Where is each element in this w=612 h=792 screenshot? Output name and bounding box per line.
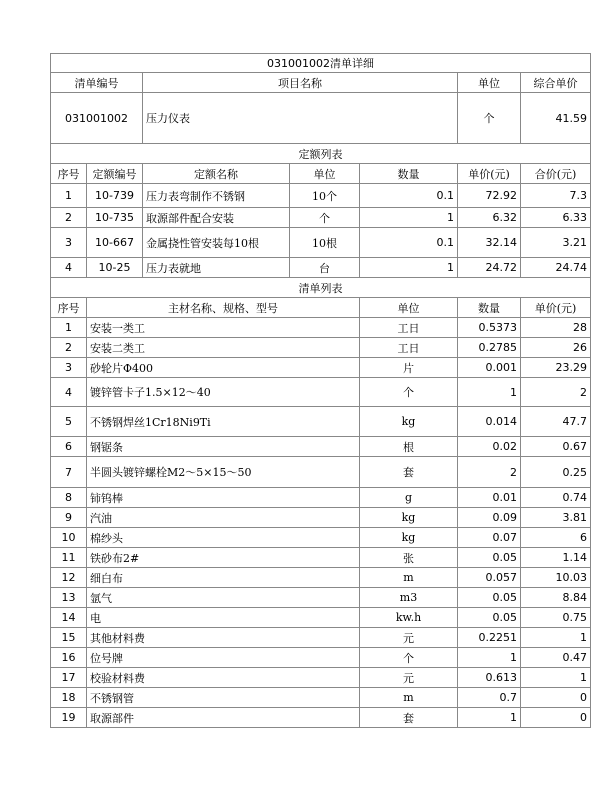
quota-col-code: 定额编号	[87, 164, 143, 184]
material-row	[51, 688, 591, 708]
material-no: 11	[51, 548, 87, 568]
material-qty: 0.2251	[458, 628, 521, 648]
material-qty: 0.02	[458, 437, 521, 457]
material-qty: 2	[458, 457, 521, 488]
material-name: 校验材料费	[87, 668, 360, 688]
quota-col-no: 序号	[51, 164, 87, 184]
material-unit: g	[360, 488, 458, 508]
quota-name: 取源部件配合安装	[143, 208, 290, 228]
material-price: 2	[521, 378, 591, 407]
quota-col-price: 单价(元)	[458, 164, 521, 184]
header-unit: 单位	[458, 73, 521, 93]
quota-row	[51, 228, 591, 258]
material-no: 19	[51, 708, 87, 728]
material-price: 0.25	[521, 457, 591, 488]
material-unit: 元	[360, 668, 458, 688]
material-no: 17	[51, 668, 87, 688]
material-price: 0.74	[521, 488, 591, 508]
material-name: 棉纱头	[87, 528, 360, 548]
material-qty: 0.2785	[458, 338, 521, 358]
quota-price: 6.32	[458, 208, 521, 228]
material-price: 23.29	[521, 358, 591, 378]
material-name: 钢锯条	[87, 437, 360, 457]
quota-col-total: 合价(元)	[521, 164, 591, 184]
quota-col-unit: 单位	[290, 164, 360, 184]
quota-price: 24.72	[458, 258, 521, 278]
item-price: 41.59	[521, 93, 591, 144]
quota-row	[51, 258, 591, 278]
material-name: 汽油	[87, 508, 360, 528]
material-row	[51, 407, 591, 437]
quota-total: 24.74	[521, 258, 591, 278]
material-unit: m3	[360, 588, 458, 608]
quota-row	[51, 184, 591, 208]
material-no: 8	[51, 488, 87, 508]
material-row	[51, 488, 591, 508]
materials-col-unit: 单位	[360, 298, 458, 318]
material-name: 安装一类工	[87, 318, 360, 338]
quota-qty: 1	[360, 208, 458, 228]
quota-unit: 10根	[290, 228, 360, 258]
material-unit: 套	[360, 708, 458, 728]
material-price: 8.84	[521, 588, 591, 608]
quota-qty: 0.1	[360, 184, 458, 208]
material-unit: kg	[360, 528, 458, 548]
material-unit: 工日	[360, 318, 458, 338]
quota-no: 4	[51, 258, 87, 278]
quota-total: 7.3	[521, 184, 591, 208]
item-name: 压力仪表	[143, 93, 458, 144]
quota-unit: 台	[290, 258, 360, 278]
quota-section-title: 定额列表	[51, 144, 591, 164]
quota-col-name: 定额名称	[143, 164, 290, 184]
material-row	[51, 588, 591, 608]
material-no: 16	[51, 648, 87, 668]
materials-section-title: 清单列表	[51, 278, 591, 298]
material-no: 7	[51, 457, 87, 488]
material-name: 铈钨棒	[87, 488, 360, 508]
material-row	[51, 437, 591, 457]
material-row	[51, 548, 591, 568]
header-code: 清单编号	[51, 73, 143, 93]
material-unit: m	[360, 568, 458, 588]
material-name: 氩气	[87, 588, 360, 608]
material-row	[51, 528, 591, 548]
material-qty: 0.5373	[458, 318, 521, 338]
materials-col-no: 序号	[51, 298, 87, 318]
header-name: 项目名称	[143, 73, 458, 93]
material-row	[51, 668, 591, 688]
material-row	[51, 568, 591, 588]
quota-name: 金属挠性管安装每10根	[143, 228, 290, 258]
material-name: 铁砂布2#	[87, 548, 360, 568]
material-price: 0.75	[521, 608, 591, 628]
material-price: 26	[521, 338, 591, 358]
material-name: 不锈钢焊丝1Cr18Ni9Ti	[87, 407, 360, 437]
material-name: 不锈钢管	[87, 688, 360, 708]
material-qty: 0.05	[458, 588, 521, 608]
material-row	[51, 457, 591, 488]
materials-col-qty: 数量	[458, 298, 521, 318]
material-price: 0.67	[521, 437, 591, 457]
material-qty: 0.01	[458, 488, 521, 508]
material-qty: 0.05	[458, 608, 521, 628]
material-qty: 1	[458, 378, 521, 407]
material-row	[51, 708, 591, 728]
material-no: 6	[51, 437, 87, 457]
quota-row	[51, 208, 591, 228]
material-no: 10	[51, 528, 87, 548]
material-no: 12	[51, 568, 87, 588]
material-price: 47.7	[521, 407, 591, 437]
material-price: 1.14	[521, 548, 591, 568]
material-row	[51, 338, 591, 358]
table-title: 031001002清单详细	[51, 54, 591, 73]
material-row	[51, 508, 591, 528]
header-price: 综合单价	[521, 73, 591, 93]
material-name: 细白布	[87, 568, 360, 588]
material-no: 1	[51, 318, 87, 338]
material-unit: 根	[360, 437, 458, 457]
quota-no: 2	[51, 208, 87, 228]
material-row	[51, 318, 591, 338]
material-row	[51, 378, 591, 407]
material-no: 4	[51, 378, 87, 407]
material-no: 3	[51, 358, 87, 378]
material-row	[51, 608, 591, 628]
material-name: 位号牌	[87, 648, 360, 668]
material-no: 15	[51, 628, 87, 648]
material-unit: kg	[360, 407, 458, 437]
quota-code: 10-739	[87, 184, 143, 208]
material-unit: 片	[360, 358, 458, 378]
material-price: 1	[521, 628, 591, 648]
material-name: 镀锌管卡子1.5×12～40	[87, 378, 360, 407]
quota-qty: 1	[360, 258, 458, 278]
material-no: 13	[51, 588, 87, 608]
quota-code: 10-735	[87, 208, 143, 228]
material-qty: 1	[458, 648, 521, 668]
material-price: 0	[521, 688, 591, 708]
quota-name: 压力表弯制作不锈钢	[143, 184, 290, 208]
material-unit: 元	[360, 628, 458, 648]
material-qty: 0.7	[458, 688, 521, 708]
quota-no: 3	[51, 228, 87, 258]
material-qty: 0.014	[458, 407, 521, 437]
material-name: 电	[87, 608, 360, 628]
material-price: 0.47	[521, 648, 591, 668]
quota-qty: 0.1	[360, 228, 458, 258]
material-qty: 0.05	[458, 548, 521, 568]
material-price: 28	[521, 318, 591, 338]
material-name: 安装二类工	[87, 338, 360, 358]
material-qty: 0.09	[458, 508, 521, 528]
material-unit: 个	[360, 648, 458, 668]
material-name: 其他材料费	[87, 628, 360, 648]
material-qty: 0.001	[458, 358, 521, 378]
bill-detail-table	[50, 53, 591, 728]
material-name: 半圆头镀锌螺栓M2～5×15～50	[87, 457, 360, 488]
material-name: 砂轮片Φ400	[87, 358, 360, 378]
material-no: 9	[51, 508, 87, 528]
material-qty: 1	[458, 708, 521, 728]
material-no: 5	[51, 407, 87, 437]
material-no: 2	[51, 338, 87, 358]
quota-unit: 10个	[290, 184, 360, 208]
material-unit: 张	[360, 548, 458, 568]
quota-code: 10-25	[87, 258, 143, 278]
material-unit: kw.h	[360, 608, 458, 628]
quota-col-qty: 数量	[360, 164, 458, 184]
material-no: 14	[51, 608, 87, 628]
item-code: 031001002	[51, 93, 143, 144]
material-unit: kg	[360, 508, 458, 528]
materials-col-name: 主材名称、规格、型号	[87, 298, 360, 318]
quota-unit: 个	[290, 208, 360, 228]
material-row	[51, 628, 591, 648]
quota-price: 72.92	[458, 184, 521, 208]
item-unit: 个	[458, 93, 521, 144]
material-row	[51, 358, 591, 378]
material-qty: 0.07	[458, 528, 521, 548]
material-unit: 个	[360, 378, 458, 407]
quota-name: 压力表就地	[143, 258, 290, 278]
material-unit: m	[360, 688, 458, 708]
material-qty: 0.057	[458, 568, 521, 588]
quota-total: 6.33	[521, 208, 591, 228]
material-unit: 套	[360, 457, 458, 488]
material-price: 10.03	[521, 568, 591, 588]
quota-no: 1	[51, 184, 87, 208]
quota-price: 32.14	[458, 228, 521, 258]
material-no: 18	[51, 688, 87, 708]
materials-col-price: 单价(元)	[521, 298, 591, 318]
quota-code: 10-667	[87, 228, 143, 258]
material-price: 6	[521, 528, 591, 548]
material-price: 1	[521, 668, 591, 688]
material-qty: 0.613	[458, 668, 521, 688]
quota-total: 3.21	[521, 228, 591, 258]
material-name: 取源部件	[87, 708, 360, 728]
material-row	[51, 648, 591, 668]
material-price: 3.81	[521, 508, 591, 528]
material-price: 0	[521, 708, 591, 728]
material-unit: 工日	[360, 338, 458, 358]
